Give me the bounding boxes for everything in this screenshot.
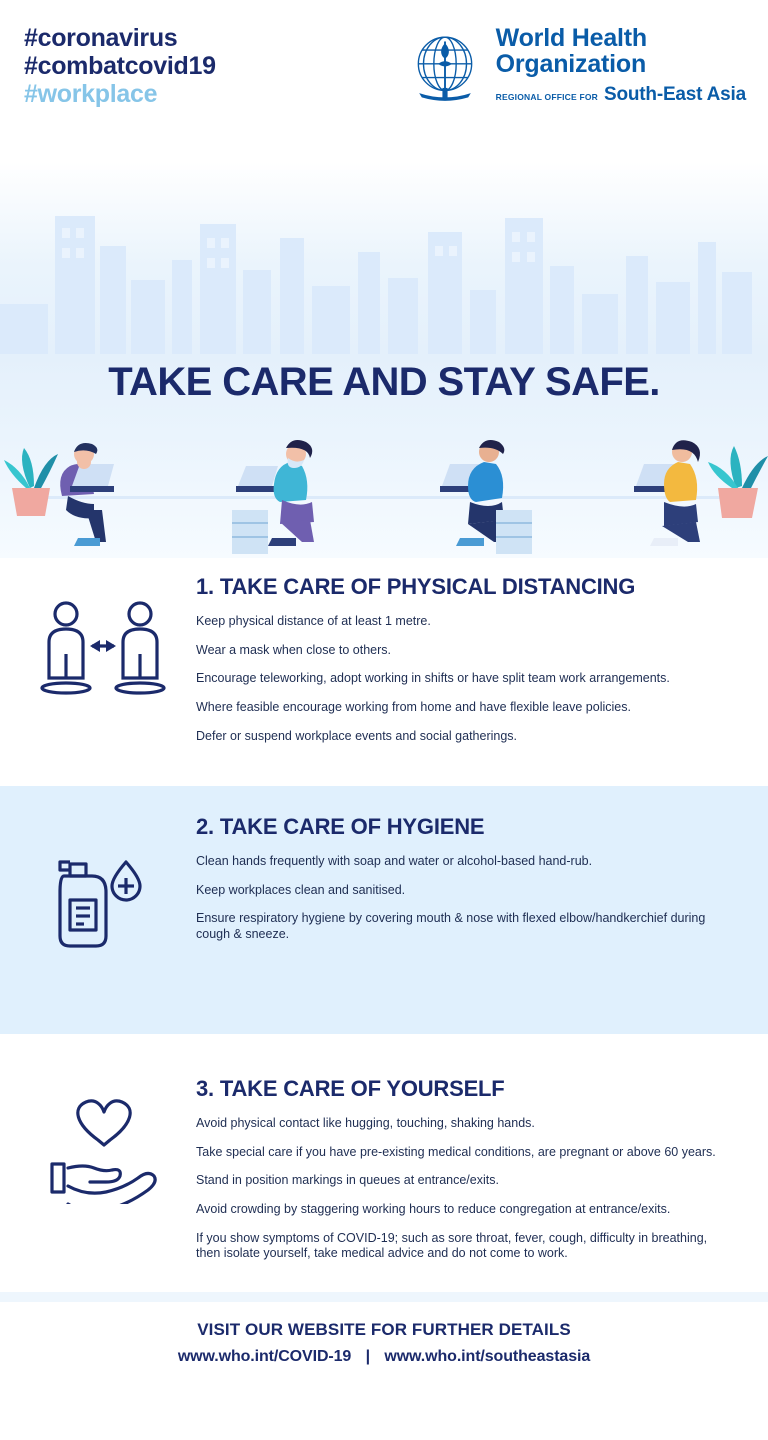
section-3-bullet-2: Take special care if you have pre-existing medical conditions, are pregnant or above 60 years. <box>196 1144 716 1159</box>
section-1-bullet-5: Defer or suspend workplace events and social gatherings. <box>196 728 518 743</box>
who-line1: World Health <box>495 24 647 52</box>
worker-4 <box>634 440 700 546</box>
who-region-name: South-East Asia <box>604 84 746 105</box>
cabinet-2 <box>496 510 532 554</box>
footer-divider <box>0 1292 768 1302</box>
footer-url-covid19[interactable]: www.who.int/COVID-19 <box>177 1348 352 1365</box>
hashtag-workplace: #workplace <box>24 80 158 108</box>
who-line2: Organization <box>495 50 647 78</box>
section-2-bullet-1: Clean hands frequently with soap and water or alcohol-based hand-rub. <box>196 854 593 868</box>
section-2-bullet-2: Keep workplaces clean and sanitised. <box>196 882 406 897</box>
section-2-bullet-3: Ensure respiratory hygiene by covering mouth & nose with flexed elbow/handkerchief during cough & sneeze. <box>196 911 706 941</box>
footer-links <box>0 1348 768 1366</box>
who-emblem-icon <box>402 26 488 112</box>
hashtag-coronavirus: #coronavirus <box>24 24 178 52</box>
worker-1 <box>60 443 114 546</box>
heart-in-hand-icon <box>42 1094 166 1204</box>
section-1-bullet-3: Encourage teleworking, adopt working in shifts or have split team work arrangements. <box>196 671 670 686</box>
hero <box>0 354 768 558</box>
physical-distancing-icon <box>36 596 170 708</box>
hashtag-combatcovid19: #combatcovid19 <box>24 52 216 80</box>
city-skyline-icon <box>0 194 768 354</box>
section-2-title: 2. TAKE CARE OF HYGIENE <box>196 814 485 839</box>
header <box>0 0 768 158</box>
section-take-care-of-yourself <box>0 1034 768 1292</box>
section-1-bullet-4: Where feasible encourage working from home and have flexible leave policies. <box>196 699 631 714</box>
footer-separator: | <box>365 1348 370 1365</box>
who-logo <box>402 26 746 112</box>
who-region-row <box>496 85 746 104</box>
section-3-bullet-3: Stand in position markings in queues at entrance/exits. <box>196 1173 499 1188</box>
cabinet-1 <box>232 510 268 554</box>
section-1-bullet-1: Keep physical distance of at least 1 metre. <box>196 614 431 628</box>
who-wordmark <box>496 26 746 104</box>
section-1-title: 1. TAKE CARE OF PHYSICAL DISTANCING <box>196 574 636 599</box>
skyline-band <box>0 158 768 354</box>
office-workers-illustration <box>0 418 768 558</box>
footer-cta: VISIT OUR WEBSITE FOR FURTHER DETAILS <box>197 1320 571 1339</box>
who-regional-label: REGIONAL OFFICE FOR <box>495 92 598 102</box>
footer <box>0 1302 768 1394</box>
footer-url-southeastasia[interactable]: www.who.int/southeastasia <box>384 1348 591 1365</box>
section-hygiene <box>0 786 768 1034</box>
page-title: TAKE CARE AND STAY SAFE. <box>108 360 660 404</box>
hand-sanitiser-icon <box>40 838 160 958</box>
section-3-bullet-1: Avoid physical contact like hugging, touching, shaking hands. <box>196 1116 535 1130</box>
section-3-bullet-4: Avoid crowding by staggering working hours to reduce congregation at entrance/exits. <box>196 1201 671 1216</box>
section-1-bullet-2: Wear a mask when close to others. <box>196 642 391 657</box>
section-physical-distancing <box>0 558 768 786</box>
hashtag-group <box>24 24 216 108</box>
section-3-title: 3. TAKE CARE OF YOURSELF <box>196 1076 505 1101</box>
section-3-bullet-5: If you show symptoms of COVID-19; such as sore throat, fever, cough, difficulty in breathing, then isolate yourself, take medical advice and do not come to work. <box>196 1230 708 1261</box>
